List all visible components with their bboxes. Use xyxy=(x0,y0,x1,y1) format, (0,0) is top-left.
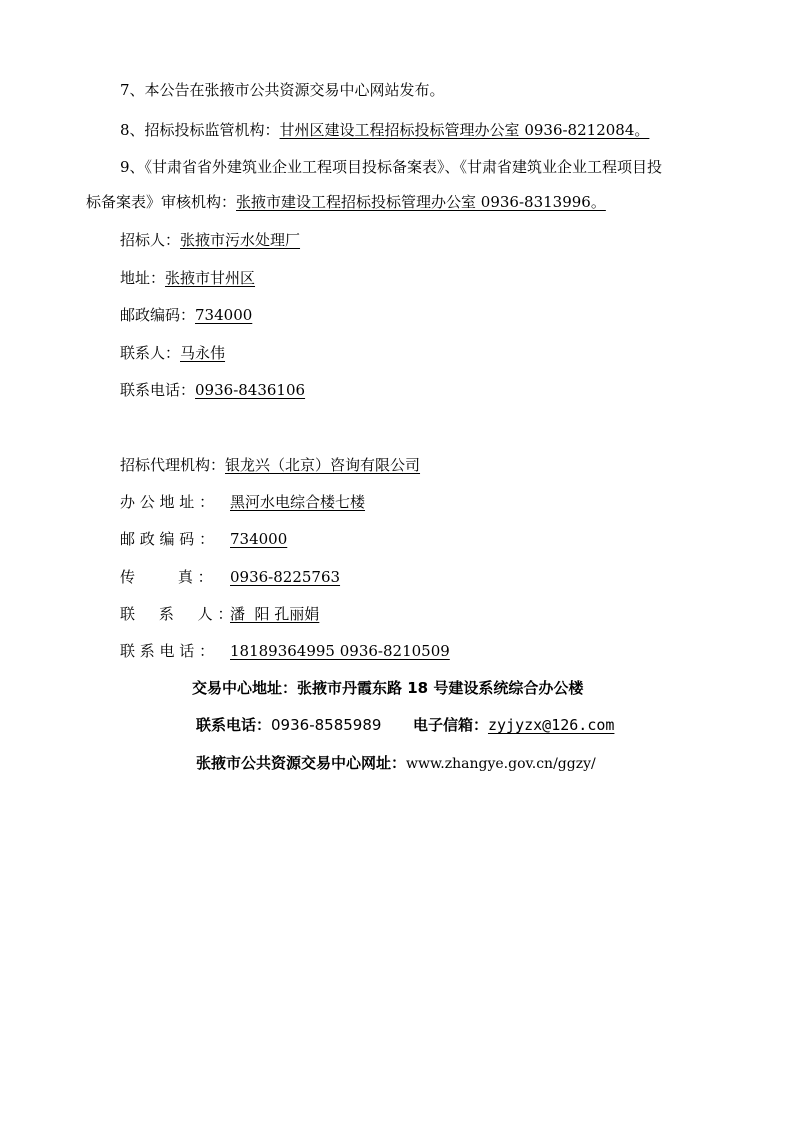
agent-name-row xyxy=(120,455,420,475)
agent-contact-value: 潘 阳 孔丽娟 xyxy=(230,605,320,623)
tenderer-postcode-row xyxy=(120,305,252,325)
agent-fax-label: 传 真 ： xyxy=(120,568,213,586)
item-8 xyxy=(120,120,649,140)
tenderer-postcode-value: 734000 xyxy=(195,306,253,324)
agent-postcode-label: 邮 政 编 码 ： xyxy=(120,530,215,548)
tenderer-contact-row xyxy=(120,343,225,363)
footer-website-label: 张掖市公共资源交易中心网址： xyxy=(196,754,407,772)
agent-name-label: 招标代理机构： xyxy=(120,456,226,474)
agent-address-row xyxy=(120,492,365,512)
agent-contact-label: 联 系 人 ： xyxy=(120,605,233,623)
item-9-value: 张掖市建设工程招标投标管理办公室 0936-8313996。 xyxy=(236,193,606,211)
tenderer-phone-row xyxy=(120,380,305,400)
tenderer-phone-label: 联系电话： xyxy=(120,381,196,399)
tenderer-postcode-label: 邮政编码： xyxy=(120,306,196,324)
footer-website-row xyxy=(196,753,596,774)
agent-fax-row xyxy=(120,567,340,587)
footer-phone-value: 0936-8585989 xyxy=(271,716,382,734)
tenderer-name-label: 招标人： xyxy=(120,231,181,249)
agent-postcode-row xyxy=(120,529,287,549)
item-7: 7、本公告在张掖市公共资源交易中心网站发布。 xyxy=(120,81,445,99)
agent-phone-row xyxy=(120,641,450,661)
agent-address-label: 办 公 地 址 ： xyxy=(120,493,215,511)
footer-email-value[interactable]: zyjyzx@126.com xyxy=(487,716,615,734)
item-8-label: 8、招标投标监管机构： xyxy=(120,121,280,139)
footer-phone-label: 联系电话： xyxy=(196,716,272,734)
agent-postcode-value: 734000 xyxy=(230,530,288,548)
tenderer-address-value: 张掖市甘州区 xyxy=(165,269,256,287)
tenderer-phone-value: 0936-8436106 xyxy=(195,381,306,399)
tenderer-contact-label: 联系人： xyxy=(120,344,181,362)
agent-fax-value: 0936-8225763 xyxy=(230,568,341,586)
tenderer-address-label: 地址： xyxy=(120,269,166,287)
item-9-line-1: 9、《甘肃省省外建筑业企业工程项目投标备案表》、《甘肃省建筑业企业工程项目投 xyxy=(120,158,663,176)
tenderer-address-row xyxy=(120,268,255,288)
agent-name-value: 银龙兴（北京）咨询有限公司 xyxy=(225,456,421,474)
item-8-value: 甘州区建设工程招标投标管理办公室 0936-8212084。 xyxy=(279,121,650,139)
tenderer-contact-value: 马永伟 xyxy=(180,344,226,362)
footer-email-label: 电子信箱： xyxy=(412,716,488,734)
item-9-line-2 xyxy=(86,192,606,212)
item-9-label: 标备案表》审核机构： xyxy=(86,193,237,211)
footer-contact-row xyxy=(196,715,614,735)
tenderer-name-row xyxy=(120,230,300,250)
trading-center-address: 交易中心地址：张掖市丹霞东路 18 号建设系统综合办公楼 xyxy=(192,679,584,697)
tenderer-name-value: 张掖市污水处理厂 xyxy=(180,231,301,249)
footer-website-value[interactable]: www.zhangye.gov.cn/ggzy/ xyxy=(406,756,596,772)
agent-contact-row xyxy=(120,604,319,624)
agent-phone-value: 18189364995 0936-8210509 xyxy=(230,642,450,660)
agent-phone-label: 联 系 电 话 ： xyxy=(120,642,215,660)
agent-address-value: 黑河水电综合楼七楼 xyxy=(230,493,366,511)
